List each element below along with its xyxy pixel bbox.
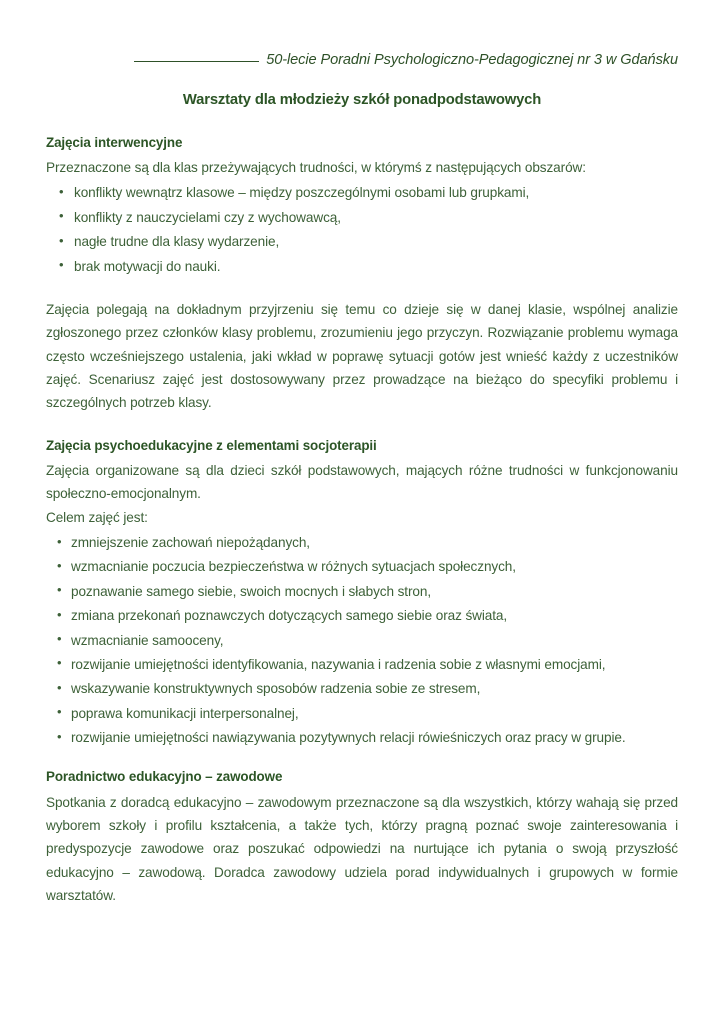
section-spacer <box>46 415 678 437</box>
list-item: • poznawanie samego siebie, swoich mocnych i słabych stron, <box>46 580 678 603</box>
section-zajecia-psychoedukacyjne <box>46 437 678 750</box>
section-heading: Poradnictwo edukacyjno – zawodowe <box>46 769 283 785</box>
page-title: Warsztaty dla młodzieży szkół ponadpodstawowych <box>182 92 542 108</box>
section-intro-paragraph: Przeznaczone są dla klas przeżywających trudności, w którymś z następujących obszarów: <box>46 160 586 176</box>
list-item: • nagłe trudne dla klasy wydarzenie, <box>46 230 678 253</box>
document-header <box>46 46 678 74</box>
list-item: • zmiana przekonań poznawczych dotyczących samego siebie oraz świata, <box>46 604 678 627</box>
list-item: • konflikty z nauczycielami czy z wychowawcą, <box>46 206 678 229</box>
horizontal-rule-icon <box>134 61 259 62</box>
bullet-list <box>46 531 678 749</box>
list-item: • konflikty wewnątrz klasowe – między poszczególnymi osobami lub grupkami, <box>46 181 678 204</box>
list-item: • wzmacnianie samooceny, <box>46 629 678 652</box>
list-item: • brak motywacji do nauki. <box>46 255 678 278</box>
section-heading: Zajęcia interwencyjne <box>46 135 183 150</box>
section-intro-paragraph: Spotkania z doradcą edukacyjno – zawodowym przeznaczone są dla wszystkich, którzy wahają się przed wyborem szkoły i profilu kształcenia, a także tych, którzy pragną poznać swoje zainteresowania i predyspozycje zawodowe oraz poszukać odpowiedzi na nurtujące ich pytania o swoją przyszłość edukacyjno – zawodową. Doradca zawodowy udziela porad indywidualnych i grupowych w formie warsztatów. <box>46 794 678 904</box>
list-item: • rozwijanie umiejętności nawiązywania pozytywnych relacji rówieśniczych oraz pracy w grupie. <box>46 726 678 749</box>
section-outro-paragraph: Zajęcia polegają na dokładnym przyjrzeniu się temu co dzieje się w danej klasie, wspólnej analizie zgłoszonego przez członków klasy problemu, zrozumieniu jego przyczyn. Rozwiązanie problemu wymaga często wcześniejszego ustalenia, jaki wkład w poprawę sytuacji gotów jest wnieść każdy z uczestników zajęć. Scenariusz zajęć jest dostosowywany przez prowadzące na bieżąco do specyfiki problemu i szczególnych potrzeb klasy. <box>46 301 678 411</box>
section-zajecia-interwencyjne <box>46 134 678 415</box>
list-item: • zmniejszenie zachowań niepożądanych, <box>46 531 678 554</box>
header-title: 50-lecie Poradni Psychologiczno-Pedagogicznej nr 3 w Gdańsku <box>266 52 678 68</box>
bullet-list <box>46 181 678 278</box>
list-item: • wskazywanie konstruktywnych sposobów radzenia sobie ze stresem, <box>46 677 678 700</box>
section-poradnictwo-edukacyjno-zawodowe <box>46 768 678 907</box>
section-heading: Zajęcia psychoedukacyjne z elementami socjoterapii <box>46 437 377 453</box>
section-lead-in: Celem zajęć jest: <box>46 509 148 525</box>
section-intro-paragraph: Zajęcia organizowane są dla dzieci szkół podstawowych, mających różne trudności w funkcjonowaniu społeczno-emocjonalnym. <box>46 462 678 502</box>
document-body <box>46 134 678 907</box>
section-spacer <box>46 750 678 768</box>
list-item: • poprawa komunikacji interpersonalnej, <box>46 702 678 725</box>
list-item: • wzmacnianie poczucia bezpieczeństwa w różnych sytuacjach społecznych, <box>46 555 678 578</box>
list-item: • rozwijanie umiejętności identyfikowania, nazywania i radzenia sobie z własnymi emocjami, <box>46 653 678 676</box>
